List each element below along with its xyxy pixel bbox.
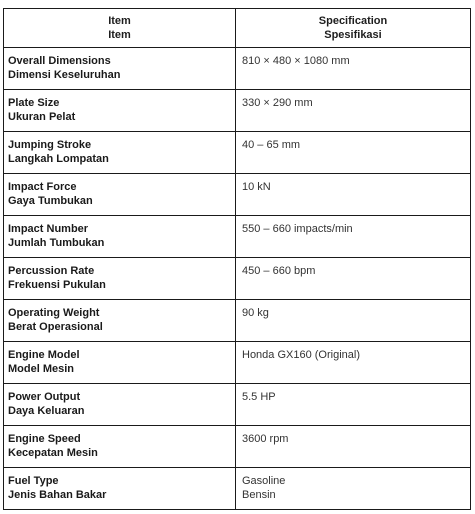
row-item-cell bbox=[4, 90, 236, 132]
item-label-en: Engine Model bbox=[8, 349, 80, 361]
row-item-cell bbox=[4, 48, 236, 90]
table-row bbox=[4, 384, 471, 426]
item-label-id: Frekuensi Pukulan bbox=[8, 279, 106, 291]
item-label-en: Engine Speed bbox=[8, 433, 81, 445]
header-specification bbox=[236, 9, 471, 48]
item-label-en: Impact Number bbox=[8, 223, 89, 235]
row-item-cell bbox=[4, 174, 236, 216]
item-label-en: Overall Dimensions bbox=[8, 55, 111, 67]
table-row bbox=[4, 342, 471, 384]
value-text: 550 – 660 impacts/min bbox=[242, 223, 353, 235]
row-item-cell bbox=[4, 132, 236, 174]
item-label-id: Gaya Tumbukan bbox=[8, 195, 93, 207]
value-text: Gasoline bbox=[242, 475, 286, 487]
row-value-cell bbox=[236, 48, 471, 90]
item-label-en: Impact Force bbox=[8, 181, 77, 193]
item-label-id: Model Mesin bbox=[8, 363, 75, 375]
item-label-id: Kecepatan Mesin bbox=[8, 447, 98, 459]
row-value-cell bbox=[236, 342, 471, 384]
table-row bbox=[4, 216, 471, 258]
item-label-id: Ukuran Pelat bbox=[8, 111, 76, 123]
header-item bbox=[4, 9, 236, 48]
row-item-cell bbox=[4, 384, 236, 426]
item-label-id: Dimensi Keseluruhan bbox=[8, 69, 121, 81]
row-value-cell bbox=[236, 426, 471, 468]
header-spec-id: Spesifikasi bbox=[324, 29, 382, 41]
row-item-cell bbox=[4, 216, 236, 258]
item-label-id: Langkah Lompatan bbox=[8, 153, 109, 165]
value-text: 5.5 HP bbox=[242, 391, 276, 403]
row-value-cell bbox=[236, 300, 471, 342]
value-text: 90 kg bbox=[242, 307, 269, 319]
table-row bbox=[4, 300, 471, 342]
row-item-cell bbox=[4, 258, 236, 300]
table-row bbox=[4, 48, 471, 90]
value-text: 810 × 480 × 1080 mm bbox=[242, 55, 350, 67]
table-header bbox=[4, 9, 471, 48]
row-item-cell bbox=[4, 300, 236, 342]
header-row bbox=[4, 9, 471, 48]
row-item-cell bbox=[4, 468, 236, 510]
header-item-id: Item bbox=[108, 29, 131, 41]
value-text: 10 kN bbox=[242, 181, 271, 193]
table-row bbox=[4, 426, 471, 468]
item-label-id: Jenis Bahan Bakar bbox=[8, 489, 107, 501]
value-text: 330 × 290 mm bbox=[242, 97, 313, 109]
header-spec-en: Specification bbox=[318, 15, 388, 27]
row-value-cell bbox=[236, 132, 471, 174]
row-value-cell bbox=[236, 90, 471, 132]
value-text: 3600 rpm bbox=[242, 433, 289, 445]
item-label-en: Jumping Stroke bbox=[8, 139, 92, 151]
row-value-cell bbox=[236, 258, 471, 300]
value-text: Bensin bbox=[242, 489, 276, 501]
item-label-en: Percussion Rate bbox=[8, 265, 95, 277]
row-value-cell bbox=[236, 174, 471, 216]
item-label-id: Berat Operasional bbox=[8, 321, 103, 333]
value-text: 450 – 660 bpm bbox=[242, 265, 316, 277]
item-label-id: Jumlah Tumbukan bbox=[8, 237, 105, 249]
header-item-en: Item bbox=[108, 15, 131, 27]
item-label-en: Fuel Type bbox=[8, 475, 59, 487]
item-label-en: Power Output bbox=[8, 391, 81, 403]
table-row bbox=[4, 174, 471, 216]
item-label-en: Plate Size bbox=[8, 97, 60, 109]
value-text: 40 – 65 mm bbox=[242, 139, 301, 151]
item-label-id: Daya Keluaran bbox=[8, 405, 85, 417]
table-body bbox=[4, 48, 471, 510]
table-row bbox=[4, 90, 471, 132]
row-item-cell bbox=[4, 342, 236, 384]
row-value-cell bbox=[236, 384, 471, 426]
table-row bbox=[4, 468, 471, 510]
value-text: Honda GX160 (Original) bbox=[242, 349, 361, 361]
row-value-cell bbox=[236, 468, 471, 510]
table-row bbox=[4, 132, 471, 174]
item-label-en: Operating Weight bbox=[8, 307, 100, 319]
table-row bbox=[4, 258, 471, 300]
row-item-cell bbox=[4, 426, 236, 468]
spec-table bbox=[3, 8, 471, 510]
row-value-cell bbox=[236, 216, 471, 258]
